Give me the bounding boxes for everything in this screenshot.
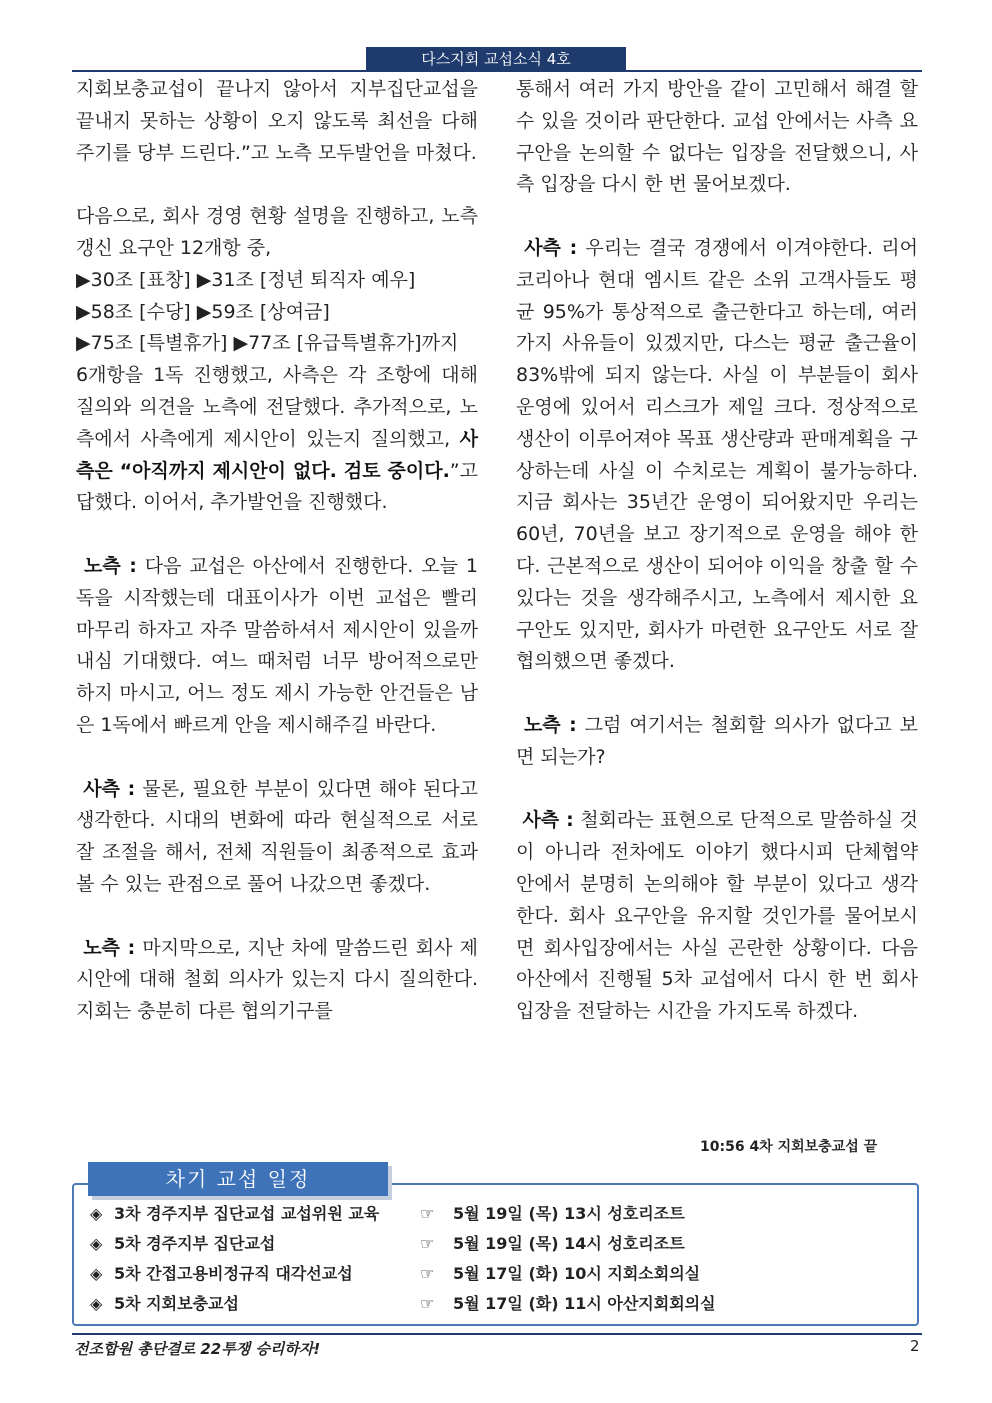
speech-text: 그럼 여기서는 철회할 의사가 없다고 보면 되는가? [516, 713, 918, 768]
session-end-note: 10:56 4차 지회보충교섭 끝 [700, 1139, 878, 1155]
speech-text: 다음 교섭은 아산에서 진행한다. 오늘 1독을 시작했는데 대표이사가 이번 교섭은 빨리 마무리 하자고 자주 말씀하셔서 제시안이 있을까 내심 기대했다. 여느 때처럼 너무 방어적으로만 하지 마시고, 어느 정도 제시 가능한 안건들은 남은 1독에서 빠르게 안을 제시해주길 바란다. [76, 554, 478, 736]
schedule-when: 5월 19일 (목) 14시 성호리조트 [453, 1234, 685, 1253]
diamond-bullet-icon: ◈ [90, 1264, 103, 1283]
speaker-label: 사측 : [524, 236, 578, 259]
speech-text: 우리는 결국 경쟁에서 이겨야한다. 리어코리아나 현대 엠시트 같은 소위 고객사들도 평균 95%가 통상적으로 출근한다고 하는데, 여러 가지 사유들이 있겠지만, 다스는 평균 출근율이 83%밖에 되지 않는다. 사실 이 부분들이 회사 운영에 있어서 리스크가 제일 크다. 정상적으로 생산이 이루어져야 목표 생산량과 판매계획을 구상하는데 사실 이 수치로는 계획이 불가능하다. 지금 회사는 35년간 운영이 되어왔지만 우리는 60년, 70년을 보고 장기적으로 운영을 해야 한다. 근본적으로 생산이 되어야 이익을 창출 할 수 있다는 것을 생각해주시고, 노측에서 제시한 요구안도 있지만, 회사가 마련한 요구안도 서로 잘 협의했으면 좋겠다. [516, 236, 919, 673]
schedule-event: 5차 경주지부 집단교섭 [114, 1234, 276, 1253]
schedule-when: 5월 19일 (목) 13시 성호리조트 [453, 1204, 685, 1223]
pointing-hand-icon: ☞ [420, 1204, 435, 1223]
paragraph [76, 933, 478, 1028]
schedule-title: 차기 교섭 일정 [88, 1162, 388, 1196]
schedule-event: 3차 경주지부 집단교섭 교섭위원 교육 [114, 1204, 380, 1223]
paragraph [516, 710, 918, 774]
pointing-hand-icon: ☞ [420, 1294, 435, 1313]
pointing-hand-icon: ☞ [420, 1264, 435, 1283]
article-item: ▶58조 [수당] ▶59조 [상여금] [76, 300, 330, 323]
speaker-label: 사측 : [522, 809, 574, 832]
speaker-label: 노측 : [83, 554, 137, 577]
page-number: 2 [910, 1337, 920, 1355]
paragraph: 지회보충교섭이 끝나지 않아서 지부집단교섭을 끝내지 못하는 상황이 오지 않도록 최선을 다해주기를 당부 드린다.”고 노측 모두발언을 마쳤다. [76, 78, 478, 164]
pointing-hand-icon: ☞ [420, 1234, 435, 1253]
paragraph: 통해서 여러 가지 방안을 같이 고민해서 해결 할 수 있을 것이라 판단한다. 교섭 안에서는 사측 요구안을 논의할 수 없다는 입장을 전달했으니, 사측 입장을 다시 한 번 물어보겠다. [516, 78, 918, 196]
right-column [516, 74, 918, 1028]
paragraph: 다음으로, 회사 경영 현황 설명을 진행하고, 노측 갱신 요구안 12개항 중, [76, 205, 478, 259]
footer-slogan: 전조합원 총단결로 22투쟁 승리하자! [74, 1340, 321, 1358]
speaker-label: 사측 : [83, 777, 136, 800]
schedule-event: 5차 지회보충교섭 [114, 1294, 239, 1313]
speech-text: 물론, 필요한 부분이 있다면 해야 된다고 생각한다. 시대의 변화에 따라 현실적으로 서로 잘 조절을 해서, 전체 직원들이 최종적으로 효과 볼 수 있는 관점으로 풀어 나갔으면 좋겠다. [76, 777, 479, 895]
speaker-label: 노측 : [83, 936, 136, 959]
schedule-event: 5차 간접고용비정규직 대각선교섭 [114, 1264, 353, 1283]
paragraph [76, 551, 478, 742]
text-run: 6개항을 1독 진행했고, 사측은 각 조항에 대해 질의와 의견을 노측에 전달했다. 추가적으로, 노측에서 사측에게 제시안이 있는지 질의했고, [76, 364, 478, 450]
article-item: ▶30조 [표창] ▶31조 [정년 퇴직자 예우] [76, 268, 416, 291]
diamond-bullet-icon: ◈ [90, 1234, 103, 1253]
schedule-item [90, 1229, 910, 1259]
speaker-label: 노측 : [523, 713, 577, 736]
left-column [76, 74, 478, 1028]
article-item: ▶75조 [특별휴가] ▶77조 [유급특별휴가]까지 [76, 332, 459, 355]
speech-text: 철회라는 표현으로 단적으로 말씀하실 것이 아니라 전차에도 이야기 했다시피 단체협약 안에서 분명히 논의해야 할 부분이 있다고 생각한다. 회사 요구안을 유지할 것인가를 물어보시면 회사입장에서는 사실 곤란한 상황이다. 다음 아산에서 진행될 5차 교섭에서 다시 한 번 회사 입장을 전달하는 시간을 가지도록 하겠다. [516, 809, 919, 1023]
diamond-bullet-icon: ◈ [90, 1204, 103, 1223]
header-divider [72, 70, 922, 72]
footer-divider [72, 1333, 922, 1335]
bold-quote: 사측은 “아직까지 제시안이 없다. 검토 중이다. [76, 427, 478, 482]
newsletter-title: 다스지회 교섭소식 4호 [366, 47, 626, 71]
paragraph [76, 774, 478, 901]
schedule-when: 5월 17일 (화) 11시 아산지회회의실 [453, 1294, 716, 1313]
schedule-item [90, 1259, 910, 1289]
text-run: ”고 답했다. 이어서, 추가발언을 진행했다. [76, 459, 478, 514]
paragraph [76, 360, 478, 519]
schedule-list [90, 1199, 910, 1319]
paragraph [516, 805, 918, 1028]
schedule-item [90, 1289, 910, 1319]
paragraph [516, 233, 918, 678]
schedule-when: 5월 17일 (화) 10시 지회소회의실 [453, 1264, 701, 1283]
speech-text: 마지막으로, 지난 차에 말씀드린 회사 제시안에 대해 철회 의사가 있는지 다시 질의한다. 지회는 충분히 다른 협의기구를 [76, 936, 479, 1023]
schedule-item [90, 1199, 910, 1229]
diamond-bullet-icon: ◈ [90, 1294, 103, 1313]
